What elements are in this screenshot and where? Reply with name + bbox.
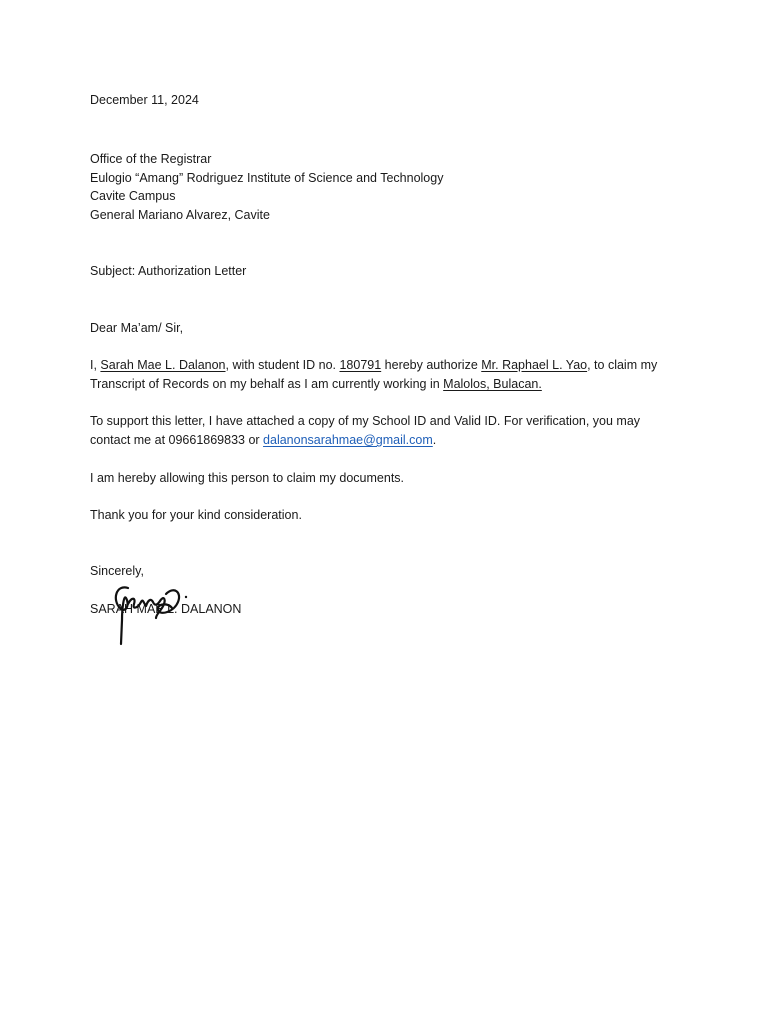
contact-text: contact me at 09661869833 or [90,433,264,447]
letter-date: December 11, 2024 [90,93,199,107]
paragraph1-line1 [90,356,657,375]
email-link[interactable]: dalanonsarahmae@gmail.com [263,433,433,447]
recipient-office: Office of the Registrar [90,152,212,166]
paragraph3: I am hereby allowing this person to claim my documents. [90,471,405,485]
paragraph2-line1: To support this letter, I have attached a copy of my School ID and Valid ID. For verification, you may [90,414,641,428]
paragraph1-text: Transcript of Records on my behalf as I am currently working in [90,377,444,391]
signature-dot [185,596,187,598]
paragraph1-text: hereby authorize [381,358,482,372]
work-location: Malolos, Bulacan. [443,377,542,391]
recipient-institution: Eulogio “Amang” Rodriguez Institute of Science and Technology [90,171,444,185]
paragraph1-text: , to claim my [587,358,658,372]
contact-text: . [432,433,437,447]
letter-salutation: Dear Ma’am/ Sir, [90,321,184,335]
letter-subject: Subject: Authorization Letter [90,264,247,278]
paragraph2-line2 [90,431,436,450]
paragraph4: Thank you for your kind consideration. [90,508,302,522]
recipient-campus: Cavite Campus [90,189,176,203]
signature-name: SARAH MAE L. DALANON [90,602,242,616]
recipient-address: General Mariano Alvarez, Cavite [90,208,270,222]
authorized-person: Mr. Raphael L. Yao [481,358,588,372]
paragraph1-text: , with student ID no. [225,358,340,372]
paragraph1-line2 [90,375,542,394]
student-name: Sarah Mae L. Dalanon [100,358,226,372]
student-id: 180791 [339,358,382,372]
letter-closing: Sincerely, [90,564,144,578]
paragraph1-text: I, [90,358,101,372]
